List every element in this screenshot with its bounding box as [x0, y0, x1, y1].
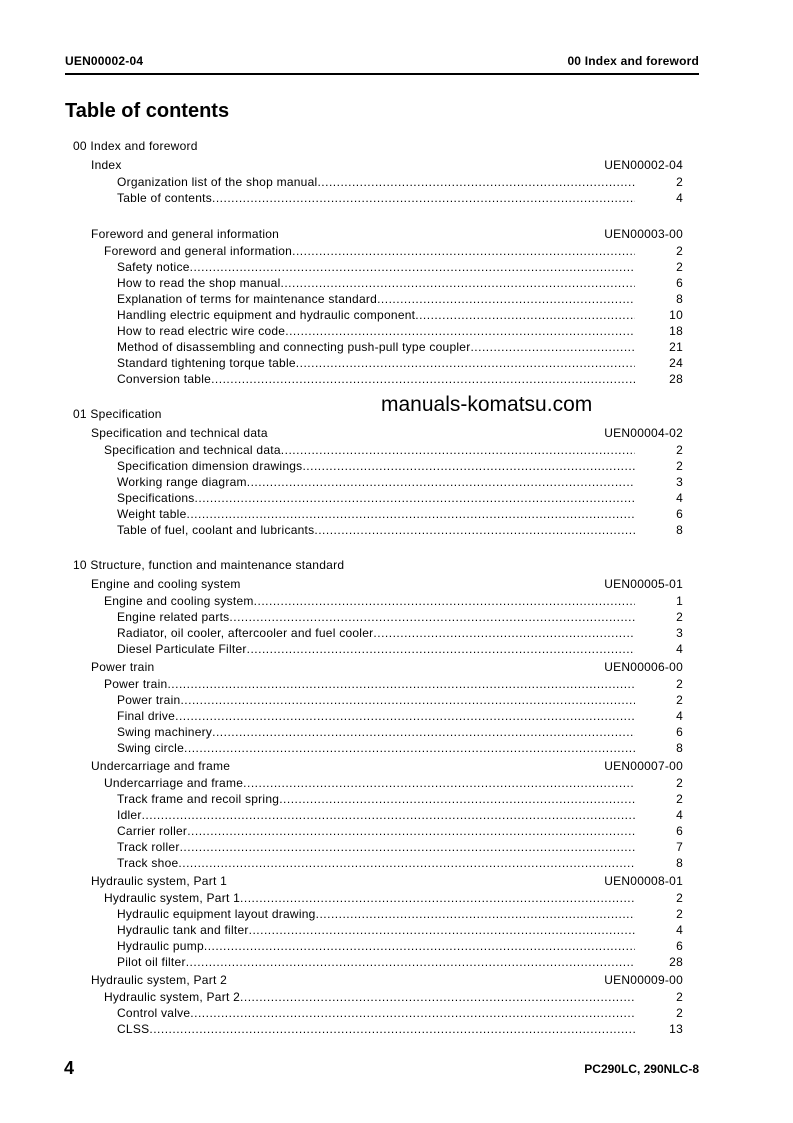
toc-section[interactable]: [73, 556, 683, 574]
dot-leader: [302, 459, 635, 473]
toc-section[interactable]: [73, 137, 683, 155]
toc-document[interactable]: [73, 657, 683, 676]
toc-entry[interactable]: [73, 906, 683, 922]
toc-document-code: UEN00006-00: [604, 659, 683, 674]
toc-entry-title: Hydraulic system, Part 1: [91, 873, 228, 888]
dot-leader: [254, 594, 635, 608]
toc-entry-title: Specification and technical data: [104, 443, 281, 457]
dot-leader: [175, 709, 635, 723]
toc-page-number: 10: [669, 308, 683, 322]
toc-page-number: 2: [676, 1006, 683, 1020]
footer-page-number: 4: [64, 1058, 75, 1078]
dot-leader: [204, 939, 635, 953]
toc-page-number: 8: [676, 741, 683, 755]
toc-document[interactable]: [73, 756, 683, 775]
header-rule: [65, 73, 699, 75]
toc-page-number: 2: [676, 693, 683, 707]
toc-entry-title: Power train: [91, 659, 155, 674]
toc-page-number: 2: [676, 459, 683, 473]
toc-entry-title: Hydraulic pump: [117, 939, 204, 953]
dot-leader: [190, 260, 635, 274]
toc-entry-title: Weight table: [117, 507, 187, 521]
toc-entry[interactable]: [73, 323, 683, 339]
dot-leader: [190, 1006, 635, 1020]
toc-entry-title: Specification dimension drawings: [117, 459, 303, 473]
toc-page-number: 4: [676, 808, 683, 822]
toc-page-number: 8: [676, 523, 683, 537]
toc-entry[interactable]: [73, 609, 683, 625]
toc-document-code: UEN00003-00: [604, 226, 683, 241]
toc-entry-title: Diesel Particulate Filter: [117, 642, 247, 656]
dot-leader: [187, 824, 635, 838]
dot-leader: [211, 372, 635, 386]
dot-leader: [180, 840, 635, 854]
toc-page-number: 2: [676, 610, 683, 624]
dot-leader: [195, 491, 635, 505]
toc-document[interactable]: [73, 224, 683, 243]
toc-entry-title: Power train: [117, 693, 181, 707]
toc-entry-title: Method of disassembling and connecting push-pull type coupler: [117, 340, 471, 354]
toc-page-number: 6: [676, 939, 683, 953]
toc-page-number: 2: [676, 907, 683, 921]
toc-page-number: 2: [676, 792, 683, 806]
toc-page-number: 6: [676, 824, 683, 838]
toc-entry-title: Undercarriage and frame: [104, 776, 244, 790]
dot-leader: [243, 776, 635, 790]
toc-entry[interactable]: [73, 259, 683, 275]
toc-page-number: 28: [669, 955, 683, 969]
toc-entry[interactable]: [73, 839, 683, 855]
toc-entry[interactable]: [73, 593, 683, 609]
toc-document-code: UEN00004-02: [604, 425, 683, 440]
header-doc-code: UEN00002-04: [65, 54, 144, 68]
toc-page-number: 13: [669, 1022, 683, 1036]
toc-page-number: 4: [676, 709, 683, 723]
toc-entry[interactable]: [73, 307, 683, 323]
toc-entry[interactable]: [73, 692, 683, 708]
dot-leader: [187, 507, 636, 521]
toc-entry[interactable]: [73, 339, 683, 355]
dot-leader: [184, 741, 635, 755]
toc-page-number: 2: [676, 776, 683, 790]
toc-entry-title: Pilot oil filter: [117, 955, 186, 969]
toc-entry-title: Explanation of terms for maintenance standard: [117, 292, 378, 306]
table-of-contents: [73, 137, 683, 1037]
toc-page-number: 18: [669, 324, 683, 338]
toc-document[interactable]: [73, 574, 683, 593]
toc-entry[interactable]: [73, 890, 683, 906]
toc-entry-title: Specifications: [117, 491, 195, 505]
dot-leader: [316, 907, 635, 921]
toc-entry[interactable]: [73, 938, 683, 954]
dot-leader: [240, 891, 635, 905]
toc-entry[interactable]: [73, 989, 683, 1005]
toc-page-number: 3: [676, 626, 683, 640]
dot-leader: [470, 340, 635, 354]
toc-document-code: UEN00009-00: [604, 972, 683, 987]
toc-entry-title: Organization list of the shop manual: [117, 175, 318, 189]
dot-leader: [212, 725, 635, 739]
toc-entry-title: 01 Specification: [73, 407, 162, 421]
toc-entry-title: Hydraulic system, Part 2: [104, 990, 241, 1004]
toc-entry-title: 10 Structure, function and maintenance standard: [73, 558, 345, 572]
toc-entry[interactable]: [73, 775, 683, 791]
toc-entry-title: Hydraulic equipment layout drawing: [117, 907, 316, 921]
dot-leader: [178, 856, 635, 870]
dot-leader: [292, 244, 635, 258]
toc-entry[interactable]: [73, 740, 683, 756]
dot-leader: [149, 1022, 635, 1036]
toc-page-number: 3: [676, 475, 683, 489]
toc-page-number: 8: [676, 856, 683, 870]
toc-entry[interactable]: [73, 371, 683, 387]
toc-page-number: 21: [669, 340, 683, 354]
toc-document-code: UEN00002-04: [604, 157, 683, 172]
footer-model: PC290LC, 290NLC-8: [584, 1062, 699, 1076]
toc-entry-title: Idler: [117, 808, 142, 822]
toc-entry-title: Radiator, oil cooler, aftercooler and fuel cooler: [117, 626, 374, 640]
toc-entry[interactable]: [73, 355, 683, 371]
toc-entry-title: Hydraulic system, Part 2: [91, 972, 228, 987]
toc-entry[interactable]: [73, 474, 683, 490]
dot-leader: [247, 475, 635, 489]
toc-entry[interactable]: [73, 291, 683, 307]
toc-entry-title: Standard tightening torque table: [117, 356, 296, 370]
toc-entry[interactable]: [73, 625, 683, 641]
dot-leader: [279, 792, 635, 806]
toc-document-code: UEN00005-01: [604, 576, 683, 591]
toc-entry[interactable]: [73, 791, 683, 807]
toc-entry[interactable]: [73, 676, 683, 692]
dot-leader: [240, 990, 635, 1004]
toc-entry-title: How to read the shop manual: [117, 276, 281, 290]
dot-leader: [317, 175, 635, 189]
toc-entry-title: Final drive: [117, 709, 176, 723]
toc-page-number: 4: [676, 642, 683, 656]
toc-entry[interactable]: [73, 1021, 683, 1037]
toc-entry-title: Handling electric equipment and hydraulic component: [117, 308, 416, 322]
dot-leader: [249, 923, 635, 937]
toc-page-number: 4: [676, 491, 683, 505]
dot-leader: [229, 610, 635, 624]
toc-entry-title: Table of contents: [117, 191, 212, 205]
toc-entry-title: Control valve: [117, 1006, 191, 1020]
toc-entry-title: Undercarriage and frame: [91, 758, 231, 773]
toc-entry-title: Swing machinery: [117, 725, 213, 739]
toc-document[interactable]: [73, 871, 683, 890]
toc-entry[interactable]: [73, 190, 683, 206]
toc-entry-title: CLSS: [117, 1022, 150, 1036]
toc-entry-title: Safety notice: [117, 260, 190, 274]
toc-entry[interactable]: [73, 855, 683, 871]
toc-entry-title: Engine and cooling system: [104, 594, 254, 608]
dot-leader: [314, 523, 635, 537]
toc-entry-title: Working range diagram: [117, 475, 247, 489]
toc-page-number: 2: [676, 990, 683, 1004]
toc-entry[interactable]: [73, 275, 683, 291]
dot-leader: [247, 642, 635, 656]
toc-page-number: 2: [676, 443, 683, 457]
toc-entry-title: Table of fuel, coolant and lubricants: [117, 523, 315, 537]
toc-entry[interactable]: [73, 641, 683, 657]
toc-document-code: UEN00007-00: [604, 758, 683, 773]
toc-section[interactable]: [73, 405, 683, 423]
dot-leader: [373, 626, 635, 640]
toc-entry-title: Engine related parts: [117, 610, 230, 624]
toc-document-code: UEN00008-01: [604, 873, 683, 888]
toc-entry-title: Track frame and recoil spring: [117, 792, 280, 806]
toc-page-number: 2: [676, 175, 683, 189]
toc-page-number: 6: [676, 725, 683, 739]
toc-entry[interactable]: [73, 922, 683, 938]
dot-leader: [142, 808, 635, 822]
toc-page-number: 24: [669, 356, 683, 370]
dot-leader: [186, 955, 635, 969]
dot-leader: [180, 693, 635, 707]
toc-entry[interactable]: [73, 522, 683, 538]
dot-leader: [281, 443, 635, 457]
toc-document[interactable]: [73, 423, 683, 442]
toc-page-number: 2: [676, 891, 683, 905]
toc-page-number: 8: [676, 292, 683, 306]
toc-entry[interactable]: [73, 708, 683, 724]
toc-entry[interactable]: [73, 1005, 683, 1021]
toc-entry-title: Conversion table: [117, 372, 212, 386]
toc-entry[interactable]: [73, 724, 683, 740]
dot-leader: [281, 276, 635, 290]
toc-page-number: 2: [676, 677, 683, 691]
toc-entry-title: How to read electric wire code: [117, 324, 286, 338]
dot-leader: [167, 677, 635, 691]
toc-page-number: 7: [676, 840, 683, 854]
toc-page-number: 4: [676, 191, 683, 205]
watermark: manuals-komatsu.com: [381, 393, 593, 416]
toc-document[interactable]: [73, 970, 683, 989]
toc-entry-title: Hydraulic system, Part 1: [104, 891, 241, 905]
toc-entry-title: Specification and technical data: [91, 425, 268, 440]
toc-entry-title: Foreword and general information: [91, 226, 280, 241]
toc-entry[interactable]: [73, 243, 683, 259]
toc-entry[interactable]: [73, 442, 683, 458]
toc-entry-title: Hydraulic tank and filter: [117, 923, 249, 937]
toc-page-number: 1: [676, 594, 683, 608]
toc-page-number: 28: [669, 372, 683, 386]
dot-leader: [296, 356, 635, 370]
dot-leader: [377, 292, 635, 306]
toc-entry-title: Carrier roller: [117, 824, 188, 838]
toc-entry[interactable]: [73, 174, 683, 190]
dot-leader: [285, 324, 635, 338]
page-title: Table of contents: [65, 100, 230, 122]
toc-entry[interactable]: [73, 823, 683, 839]
toc-entry-title: Engine and cooling system: [91, 576, 241, 591]
toc-page-number: 6: [676, 276, 683, 290]
header-section: 00 Index and foreword: [567, 54, 699, 68]
toc-entry-title: Index: [91, 157, 122, 172]
toc-entry-title: Foreword and general information: [104, 244, 293, 258]
toc-page-number: 4: [676, 923, 683, 937]
toc-entry[interactable]: [73, 954, 683, 970]
toc-entry-title: Track shoe: [117, 856, 179, 870]
toc-entry-title: Power train: [104, 677, 168, 691]
toc-entry[interactable]: [73, 807, 683, 823]
toc-entry[interactable]: [73, 506, 683, 522]
toc-entry[interactable]: [73, 458, 683, 474]
toc-page-number: 2: [676, 260, 683, 274]
toc-document[interactable]: [73, 155, 683, 174]
toc-entry[interactable]: [73, 490, 683, 506]
toc-entry-title: 00 Index and foreword: [73, 139, 198, 153]
toc-page-number: 2: [676, 244, 683, 258]
dot-leader: [415, 308, 635, 322]
toc-page-number: 6: [676, 507, 683, 521]
toc-entry-title: Swing circle: [117, 741, 185, 755]
toc-entry-title: Track roller: [117, 840, 180, 854]
dot-leader: [212, 191, 635, 205]
